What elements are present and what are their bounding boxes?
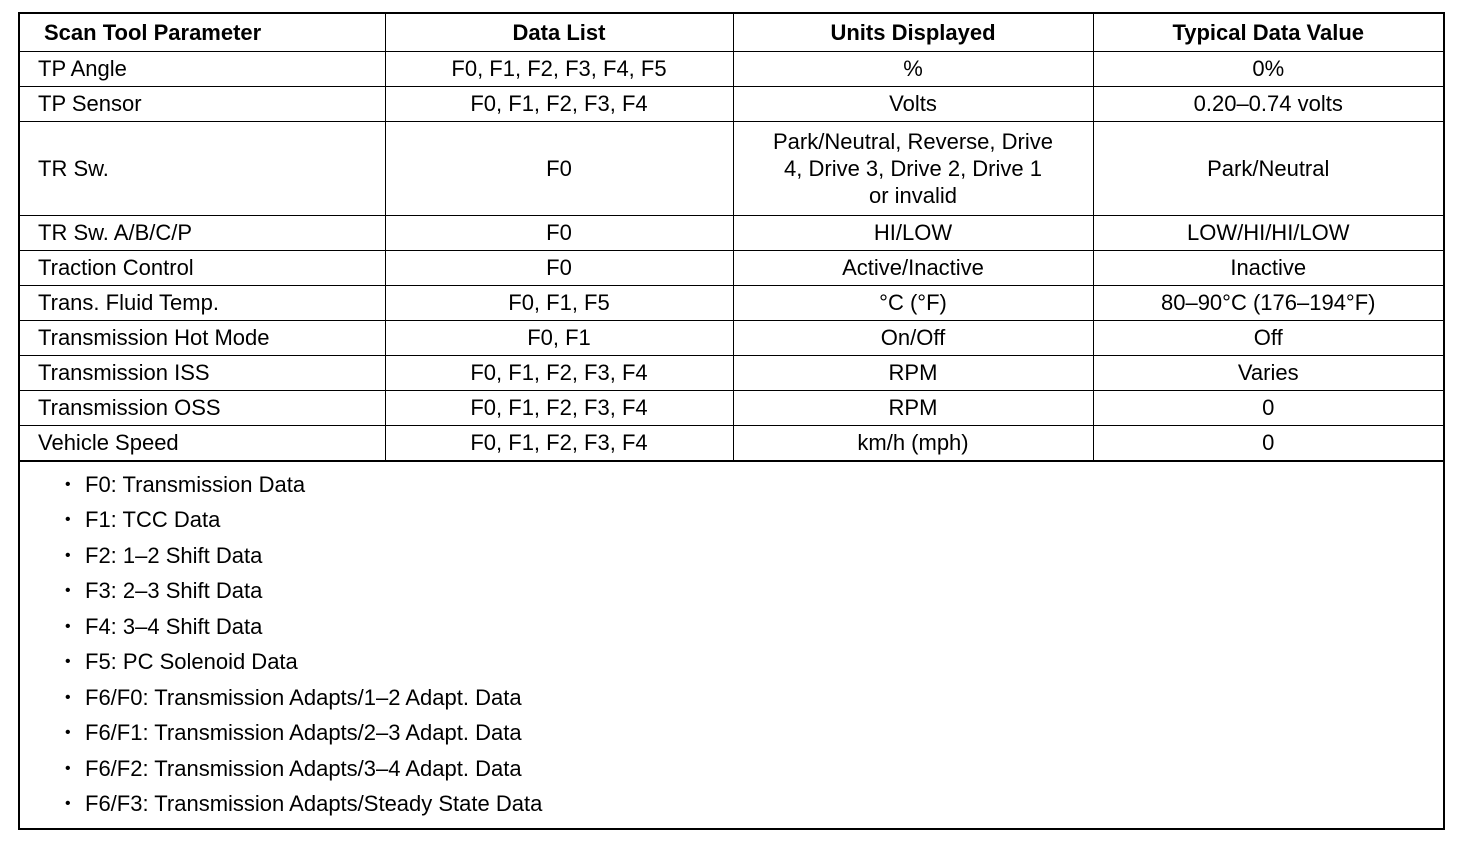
cell-data-list: F0, F1, F2, F3, F4 (385, 86, 733, 121)
cell-data-list: F0, F1 (385, 320, 733, 355)
cell-typical-value: Varies (1093, 355, 1443, 390)
cell-units: RPM (733, 355, 1093, 390)
table-row (20, 215, 1443, 250)
bullet-icon: • (65, 511, 71, 528)
cell-typical-value: 0 (1093, 390, 1443, 425)
header-typical-data-value: Typical Data Value (1093, 14, 1443, 51)
note-text: F0: Transmission Data (85, 471, 306, 497)
cell-units: RPM (733, 390, 1093, 425)
cell-typical-value: 0 (1093, 425, 1443, 460)
list-item (65, 715, 1443, 751)
cell-parameter: TP Angle (20, 51, 385, 86)
cell-units: Park/Neutral, Reverse, Drive 4, Drive 3, Drive 2, Drive 1 or invalid (733, 121, 1093, 215)
cell-parameter: Traction Control (20, 250, 385, 285)
scan-tool-data-table (20, 14, 1443, 461)
list-item (65, 786, 1443, 822)
table-row (20, 250, 1443, 285)
note-text: F1: TCC Data (85, 507, 221, 532)
cell-parameter: TR Sw. A/B/C/P (20, 215, 385, 250)
cell-units: °C (°F) (733, 285, 1093, 320)
list-item (65, 467, 1443, 503)
cell-parameter: Transmission ISS (20, 355, 385, 390)
cell-parameter: Transmission OSS (20, 390, 385, 425)
table-row (20, 51, 1443, 86)
cell-data-list: F0 (385, 250, 733, 285)
bullet-icon: • (65, 617, 71, 635)
note-text: F3: 2–3 Shift Data (85, 578, 263, 603)
note-text: F6/F1: Transmission Adapts/2–3 Adapt. Data (85, 720, 522, 745)
cell-typical-value: Park/Neutral (1093, 121, 1443, 215)
note-text: F2: 1–2 Shift Data (85, 542, 263, 568)
list-item (65, 644, 1443, 680)
list-item (65, 751, 1443, 787)
bullet-icon: • (65, 688, 71, 706)
cell-typical-value: Off (1093, 320, 1443, 355)
bullet-icon: • (65, 653, 71, 670)
note-text: F6/F3: Transmission Adapts/Steady State Data (85, 791, 543, 816)
table-header-row (20, 14, 1443, 51)
note-text: F5: PC Solenoid Data (85, 649, 298, 674)
bullet-icon: • (65, 475, 71, 493)
note-text: F6/F2: Transmission Adapts/3–4 Adapt. Data (85, 755, 522, 781)
cell-units: km/h (mph) (733, 425, 1093, 460)
cell-typical-value: Inactive (1093, 250, 1443, 285)
cell-typical-value: 0.20–0.74 volts (1093, 86, 1443, 121)
table-row (20, 320, 1443, 355)
cell-data-list: F0, F1, F2, F3, F4 (385, 355, 733, 390)
list-item (65, 609, 1443, 645)
cell-typical-value: 0% (1093, 51, 1443, 86)
bullet-icon: • (65, 582, 71, 599)
table-row (20, 86, 1443, 121)
list-item (65, 680, 1443, 716)
bullet-icon: • (65, 546, 71, 564)
table-row (20, 425, 1443, 460)
scan-tool-data-table-frame (18, 12, 1445, 830)
list-item (65, 538, 1443, 574)
table-row (20, 121, 1443, 215)
cell-data-list: F0, F1, F2, F3, F4 (385, 390, 733, 425)
list-item (65, 573, 1443, 609)
cell-parameter: TR Sw. (20, 121, 385, 215)
table-row (20, 285, 1443, 320)
table-row (20, 355, 1443, 390)
cell-parameter: TP Sensor (20, 86, 385, 121)
bullet-icon: • (65, 795, 71, 812)
data-list-notes (20, 461, 1443, 828)
bullet-icon: • (65, 759, 71, 777)
cell-units: Volts (733, 86, 1093, 121)
note-text: F6/F0: Transmission Adapts/1–2 Adapt. Data (85, 684, 522, 710)
cell-units: HI/LOW (733, 215, 1093, 250)
cell-units: Active/Inactive (733, 250, 1093, 285)
table-row (20, 390, 1443, 425)
cell-typical-value: LOW/HI/HI/LOW (1093, 215, 1443, 250)
header-scan-tool-parameter: Scan Tool Parameter (20, 14, 385, 51)
note-text: F4: 3–4 Shift Data (85, 613, 263, 639)
cell-parameter: Trans. Fluid Temp. (20, 285, 385, 320)
cell-data-list: F0 (385, 121, 733, 215)
cell-units: On/Off (733, 320, 1093, 355)
cell-parameter: Vehicle Speed (20, 425, 385, 460)
list-item (65, 502, 1443, 538)
cell-units: % (733, 51, 1093, 86)
cell-parameter: Transmission Hot Mode (20, 320, 385, 355)
cell-data-list: F0, F1, F2, F3, F4, F5 (385, 51, 733, 86)
header-units-displayed: Units Displayed (733, 14, 1093, 51)
bullet-icon: • (65, 724, 71, 741)
header-data-list: Data List (385, 14, 733, 51)
cell-data-list: F0, F1, F2, F3, F4 (385, 425, 733, 460)
cell-data-list: F0 (385, 215, 733, 250)
cell-data-list: F0, F1, F5 (385, 285, 733, 320)
cell-typical-value: 80–90°C (176–194°F) (1093, 285, 1443, 320)
